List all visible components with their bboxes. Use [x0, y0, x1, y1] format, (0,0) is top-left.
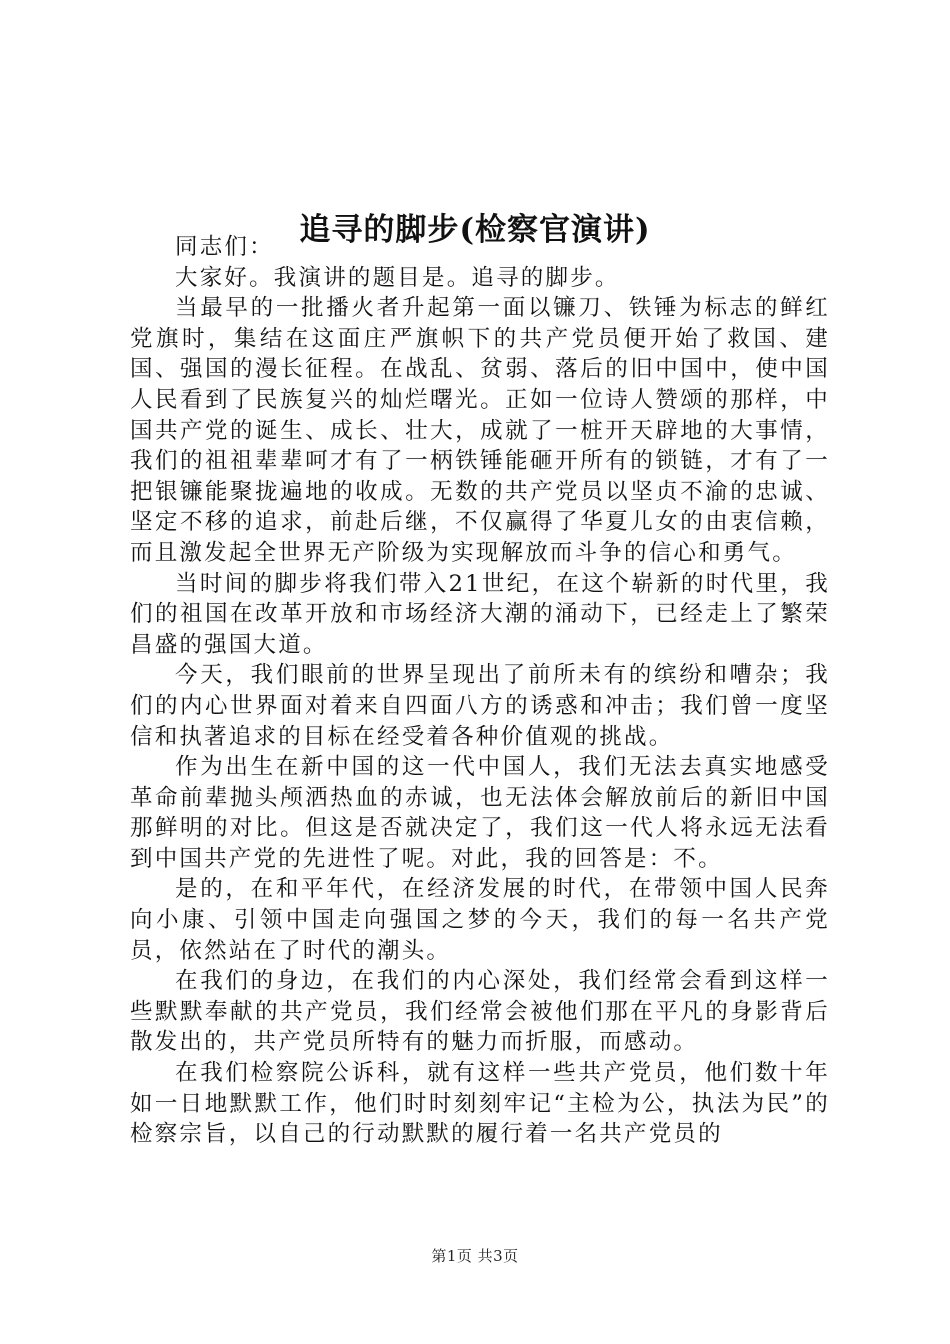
- body-paragraph: 当时间的脚步将我们带入21世纪，在这个崭新的时代里，我们的祖国在改革开放和市场经济大潮的涌动下，已经走上了繁荣昌盛的强国大道。: [130, 570, 830, 658]
- page-number-footer: 第1页 共3页: [431, 1247, 519, 1265]
- body-paragraph: 作为出生在新中国的这一代中国人，我们无法去真实地感受革命前辈抛头颅洒热血的赤诚，也无法体会解放前后的新旧中国那鲜明的对比。但这是否就决定了，我们这一代人将永远无法看到中国共产党的先进性了呢。对此，我的回答是：不。: [130, 754, 830, 872]
- salutation-paragraph: 同志们：: [175, 234, 274, 260]
- body-paragraph: 今天，我们眼前的世界呈现出了前所未有的缤纷和嘈杂；我们的内心世界面对着来自四面八方的诱惑和冲击；我们曾一度坚信和执著追求的目标在经受着各种价值观的挑战。: [130, 662, 830, 750]
- document-title: 追寻的脚步(检察官演讲): [299, 211, 651, 248]
- document-body: [130, 232, 830, 1150]
- body-paragraph: 在我们检察院公诉科，就有这样一些共产党员，他们数十年如一日地默默工作，他们时时刻刻牢记“主检为公，执法为民”的检察宗旨，以自己的行动默默的履行着一名共产党员的: [130, 1060, 830, 1148]
- body-paragraph: 大家好。我演讲的题目是。追寻的脚步。: [175, 264, 620, 291]
- body-paragraph: 当最早的一批播火者升起第一面以镰刀、铁锤为标志的鲜红党旗时，集结在这面庄严旗帜下的共产党员便开始了救国、建国、强国的漫长征程。在战乱、贫弱、落后的旧中国中，使中国人民看到了民族复兴的灿烂曙光。正如一位诗人赞颂的那样，中国共产党的诞生、成长、壮大，成就了一桩开天辟地的大事情，我们的祖祖辈辈呵才有了一柄铁锤能砸开所有的锁链，才有了一把银镰能聚拢遍地的收成。无数的共产党员以坚贞不渝的忠诚、坚定不移的追求，前赴后继，不仅赢得了华夏儿女的由衷信赖，而且激发起全世界无产阶级为实现解放而斗争的信心和勇气。: [130, 295, 830, 566]
- body-paragraph: 是的，在和平年代，在经济发展的时代，在带领中国人民奔向小康、引领中国走向强国之梦的今天，我们的每一名共产党员，依然站在了时代的潮头。: [130, 876, 830, 964]
- body-paragraph: 在我们的身边，在我们的内心深处，我们经常会看到这样一些默默奉献的共产党员，我们经常会被他们那在平凡的身影背后散发出的，共产党员所特有的魅力而折服，而感动。: [130, 968, 830, 1056]
